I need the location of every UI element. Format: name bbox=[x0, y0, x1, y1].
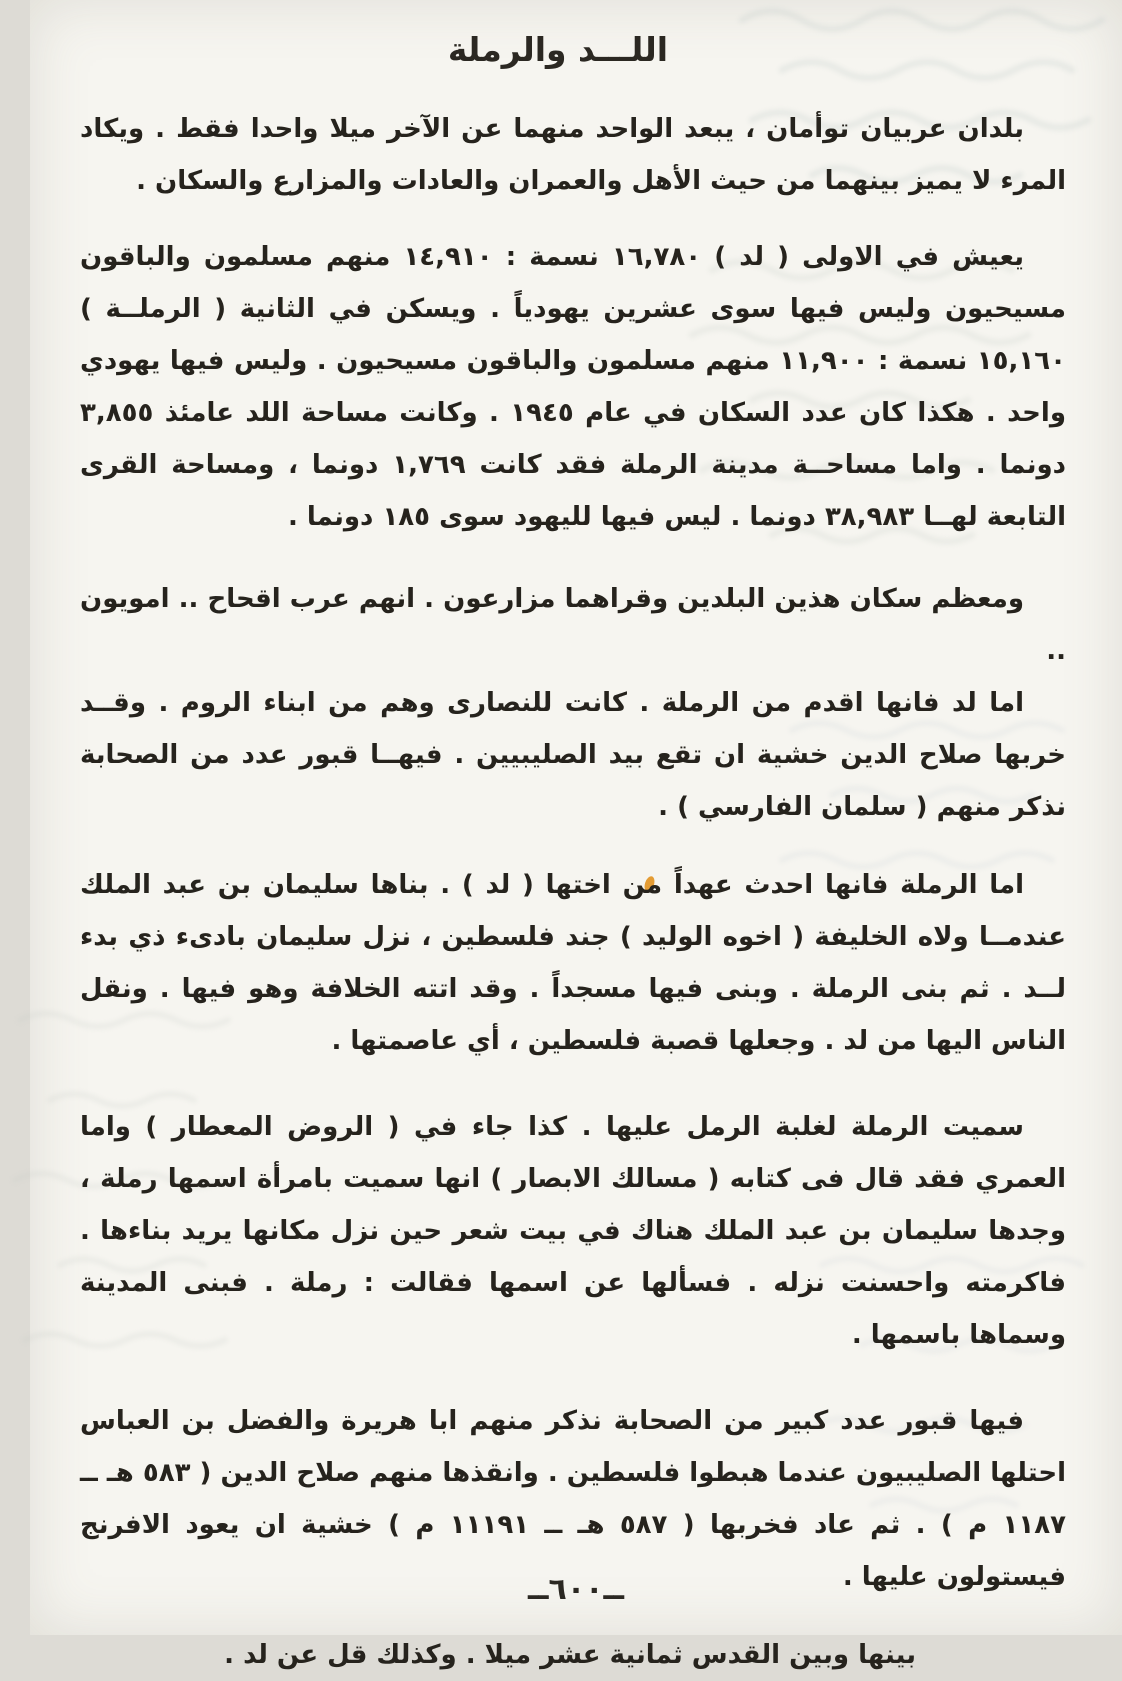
page-title: اللـــد والرملة bbox=[447, 30, 669, 69]
paragraph-distance: بينها وبين القدس ثمانية عشر ميلا . وكذلك قل عن لد . bbox=[224, 1640, 916, 1670]
scanned-book-page bbox=[30, 0, 1122, 1670]
paragraph-crusaders: فيها قبور عدد كبير من الصحابة نذكر منهم ابا هريرة والفضل بن العباس احتلها الصليبيون عندما هبطوا فلسطين . وانقذها منهم صلاح الدين ( ٥٨٣ هـ ــ ١١٨٧ م ) . ثم عاد فخربها ( ٥٨٧ هـ ــ ١١١٩١ م ) خشية ان يعود الافرنج فيستولون عليها . bbox=[80, 1406, 1066, 1592]
paragraph-intro: بلدان عربيان توأمان ، يبعد الواحد منهما عن الآخر ميلا واحدا فقط . ويكاد المرء لا يميز بينهما من حيث الأهل والعمران والعادات والمزارع والسكان . bbox=[80, 114, 1066, 196]
page-content bbox=[80, 0, 1066, 1681]
paragraph-inhabitants: ومعظم سكان هذين البلدين وقراهما مزارعون . انهم عرب اقحاح .. امويون .. bbox=[80, 584, 1066, 666]
page-number: ــ٦٠٠ــ bbox=[528, 1572, 624, 1607]
paragraph-population-stats: يعيش في الاولى ( لد ) ١٦,٧٨٠ نسمة : ١٤,٩١٠ منهم مسلمون والباقون مسيحيون وليس فيها سوى عشرين يهودياً . ويسكن في الثانية ( الرملــة ) ١٥,١٦٠ نسمة : ١١,٩٠٠ منهم مسلمون والباقون مسيحيون . وليس فيها يهودي واحد . هكذا كان عدد السكان في عام ١٩٤٥ . وكانت مساحة اللد عامئذ ٣,٨٥٥ دونما . واما مساحــة مدينة الرملة فقد كانت ١,٧٦٩ دونما ، ومساحة القرى التابعة لهــا ٣٨,٩٨٣ دونما . ليس فيها لليهود سوى ١٨٥ دونما . bbox=[80, 242, 1067, 532]
paragraph-lydda-history: اما لد فانها اقدم من الرملة . كانت للنصارى وهم من ابناء الروم . وقــد خربها صلاح الدين خشية ان تقع بيد الصليبيين . فيهــا قبور عدد من الصحابة نذكر منهم ( سلمان الفارسي ) . bbox=[80, 688, 1066, 822]
paragraph-ramla-founding: اما الرملة فانها احدث عهداً من اختها ( لد ) . بناها سليمان بن عبد الملك عندمــا ولاه الخليفة ( اخوه الوليد ) جند فلسطين ، نزل سليمان بادىء ذي بدء لــد . ثم بنى الرملة . وبنى فيها مسجداً . وقد اتته الخلافة وهو فيها . ونقل الناس اليها من لد . وجعلها قصبة فلسطين ، أي عاصمتها . bbox=[80, 870, 1066, 1056]
paragraph-ramla-naming: سميت الرملة لغلبة الرمل عليها . كذا جاء في ( الروض المعطار ) واما العمري فقد قال فى كتابه ( مسالك الابصار ) انها سميت بامرأة اسمها رملة ، وجدها سليمان بن عبد الملك هناك في بيت شعر حين نزل مكانها يريد بناءها . فاكرمته واحسنت نزله . فسألها عن اسمها فقالت : رملة . فبنى المدينة وسماها باسمها . bbox=[80, 1112, 1066, 1350]
